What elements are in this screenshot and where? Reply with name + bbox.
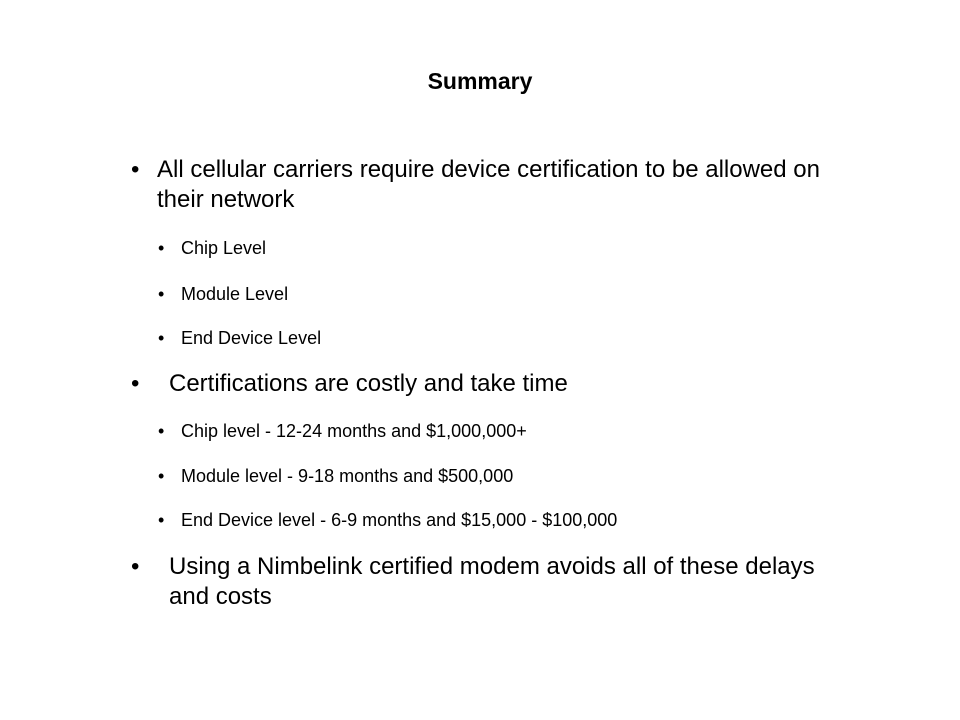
sub-bullet-text: Chip Level (181, 238, 267, 258)
bullet-icon: • (158, 284, 165, 304)
bullet-text: Certifications are costly and take time (169, 370, 568, 397)
bullet-icon: • (158, 238, 165, 258)
sub-bullet-text: Chip level - 12-24 months and $1,000,000+ (181, 421, 527, 441)
bullet-icon: • (131, 370, 140, 397)
bullet-icon: • (158, 421, 165, 441)
sub-bullet-text: Module Level (181, 284, 289, 304)
bullet-icon: • (131, 156, 140, 183)
bullet-text: Using a Nimbelink certified modem avoids all of these delays and costs (169, 553, 815, 610)
bullet-icon: • (131, 553, 140, 580)
slide-title: Summary (427, 68, 533, 94)
sub-bullet-text: Module level - 9-18 months and $500,000 (181, 466, 514, 486)
bullet-icon: • (158, 328, 165, 348)
sub-bullet-text: End Device level - 6-9 months and $15,000 - $100,000 (181, 510, 618, 530)
bullet-icon: • (158, 510, 165, 530)
bullet-text: All cellular carriers require device certification to be allowed on their network (157, 156, 820, 213)
bullet-icon: • (158, 466, 165, 486)
sub-bullet-text: End Device Level (181, 328, 322, 348)
